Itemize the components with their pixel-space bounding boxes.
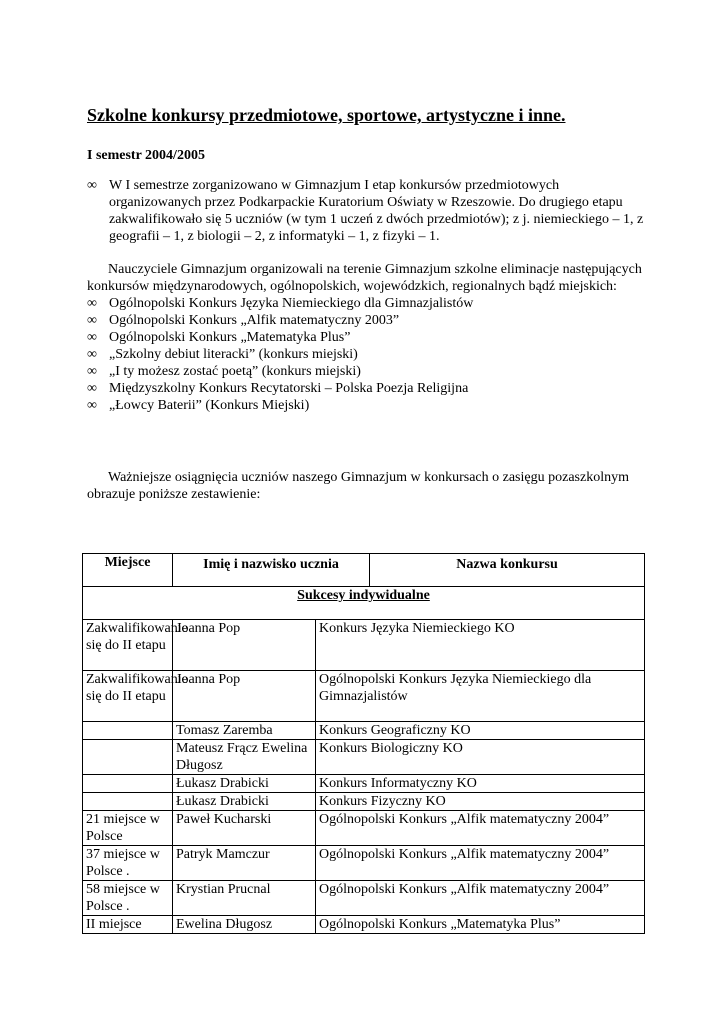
table-row [83,671,645,722]
cell-contest: Ogólnopolski Konkurs „Alfik matematyczny 2004” [316,811,645,846]
cell-place: 21 miejsce w Polsce [83,811,173,846]
contest-name: Ogólnopolski Konkurs Języka Niemieckiego dla Gimnazjalistów [109,296,474,311]
contest-name: Ogólnopolski Konkurs „Matematyka Plus” [109,330,351,345]
cell-place: 58 miejsce w Polsce . [83,881,173,916]
cell-place [83,793,173,811]
section-title: Sukcesy indywidualne [297,588,430,603]
cell-contest: Konkurs Języka Niemieckiego KO [316,620,645,671]
cell-place [83,775,173,793]
list-item [87,295,647,312]
section-title-cell [83,587,645,620]
list-item [87,346,647,363]
table-row [83,722,645,740]
infinity-bullet-icon: ∞ [87,347,97,362]
table-row [83,775,645,793]
cell-place: Zakwalifikowanie się do II etapu [83,671,173,722]
cell-contest: Konkurs Biologiczny KO [316,740,645,775]
infinity-bullet-icon: ∞ [87,381,97,396]
cell-contest: Konkurs Geograficzny KO [316,722,645,740]
cell-name: Ewelina Długosz [173,916,316,934]
cell-name: Krystian Prucnal [173,881,316,916]
school-contests-section [87,261,647,414]
cell-place: Zakwalifikowanie się do II etapu [83,620,173,671]
cell-place: 37 miejsce w Polsce . [83,846,173,881]
results-table [82,553,645,934]
semester-heading: I semestr 2004/2005 [87,148,205,163]
list-item [87,329,647,346]
cell-contest: Ogólnopolski Konkurs Języka Niemieckiego dla Gimnazjalistów [316,671,645,722]
intro-text: W I semestrze zorganizowano w Gimnazjum I etap konkursów przedmiotowych organizowanych przez Podkarpackie Kuratorium Oświaty w Rzeszowie. Do drugiego etapu zakwalifikowało się 5 uczniów (w tym 1 uczeń z dwóch przedmiotów); z j. niemieckiego – 1, z geografii – 1, z biologii – 2, z informatyki – 1, z fizyki – 1. [109,178,644,244]
cell-name: Joanna Pop [173,671,316,722]
cell-contest: Konkurs Informatyczny KO [316,775,645,793]
table-row [83,793,645,811]
table-header-row [83,554,645,587]
cell-name: Paweł Kucharski [173,811,316,846]
table-row [83,811,645,846]
paragraph-achievements: Ważniejsze osiągnięcia uczniów naszego Gimnazjum w konkursach o zasięgu pozaszkolnym obrazuje poniższe zestawienie: [87,470,629,502]
achievements-intro [87,469,647,503]
infinity-bullet-icon: ∞ [87,398,97,413]
header-place: Miejsce [83,554,173,587]
cell-place [83,722,173,740]
cell-name: Mateusz Frącz Ewelina Długosz [173,740,316,775]
cell-place: II miejsce [83,916,173,934]
contest-list [87,295,647,414]
infinity-bullet-icon: ∞ [87,330,97,345]
infinity-bullet-icon: ∞ [87,296,97,311]
infinity-bullet-icon: ∞ [87,178,97,193]
cell-name: Łukasz Drabicki [173,775,316,793]
cell-name: Tomasz Zaremba [173,722,316,740]
list-item [87,363,647,380]
header-contest: Nazwa konkursu [456,557,558,572]
cell-name: Joanna Pop [173,620,316,671]
cell-name: Patryk Mamczur [173,846,316,881]
list-item [87,312,647,329]
cell-name: Łukasz Drabicki [173,793,316,811]
intro-bullet [87,177,647,245]
cell-contest: Ogólnopolski Konkurs „Alfik matematyczny 2004” [316,846,645,881]
table-row [83,846,645,881]
contest-name: „Łowcy Baterii” (Konkurs Miejski) [109,398,310,413]
contest-name: „I ty możesz zostać poetą” (konkurs miejski) [109,364,361,379]
header-name: Imię i nazwisko ucznia [173,554,370,586]
list-item [87,380,647,397]
table-row [83,740,645,775]
infinity-bullet-icon: ∞ [87,313,97,328]
cell-contest: Ogólnopolski Konkurs „Alfik matematyczny 2004” [316,881,645,916]
contest-name: Ogólnopolski Konkurs „Alfik matematyczny 2003” [109,313,400,328]
cell-place [83,740,173,775]
section-row [83,587,645,620]
infinity-bullet-icon: ∞ [87,364,97,379]
page-title: Szkolne konkursy przedmiotowe, sportowe, artystyczne i inne. [87,105,566,125]
list-item [87,397,647,414]
table-row [83,620,645,671]
contest-name: Międzyszkolny Konkurs Recytatorski – Polska Poezja Religijna [109,381,469,396]
cell-contest: Konkurs Fizyczny KO [316,793,645,811]
cell-contest: Ogólnopolski Konkurs „Matematyka Plus” [316,916,645,934]
paragraph-organized-contests: Nauczyciele Gimnazjum organizowali na terenie Gimnazjum szkolne eliminacje następujących konkursów międzynarodowych, ogólnopolskich, wojewódzkich, regionalnych bądź miejskich: [87,262,642,294]
header-name-contest [173,554,645,587]
table-row [83,916,645,934]
contest-name: „Szkolny debiut literacki” (konkurs miejski) [109,347,358,362]
table-row [83,881,645,916]
